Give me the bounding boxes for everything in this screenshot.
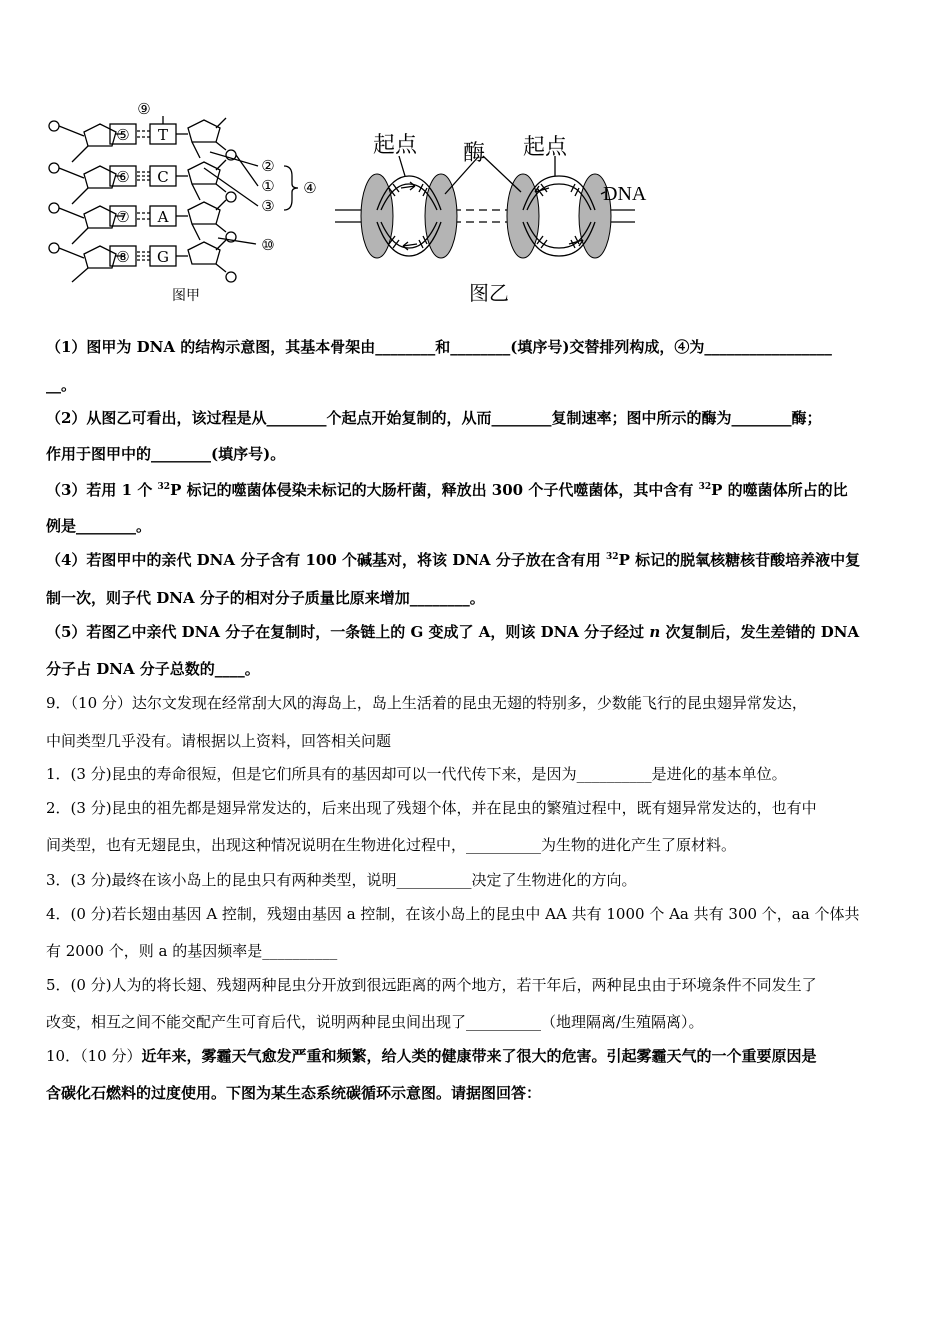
- label-dna: DNA: [603, 183, 647, 205]
- q8-part4-text-b: P 标记的脱氧核糖核苷酸培养液中复: [618, 551, 861, 569]
- circled-3-label: ③: [261, 197, 275, 215]
- q8-part1-line1: （1）图甲为 DNA 的结构示意图，其基本骨架由________和________(填序号)交替排列构成，④为_________________: [46, 338, 832, 356]
- q8-part5-line2: 分子占 DNA 分子总数的____。: [46, 660, 260, 678]
- q8-part5-text-a: （5）若图乙中亲代 DNA 分子在复制时，一条链上的 G 变成了 A，则该 DNA 分子经过: [46, 623, 650, 641]
- q9-intro-line1: 9．（10 分）达尔文发现在经常刮大风的海岛上，岛上生活着的昆虫无翅的特别多，少数能飞行的昆虫翅异常发达，: [46, 694, 807, 712]
- label-enzyme: 酶: [463, 141, 486, 166]
- base-c: C: [157, 168, 169, 186]
- base-t: T: [157, 126, 169, 144]
- q9-sub5-line2: 改变，相互之间不能交配产生可育后代，说明两种昆虫间出现了__________（地理隔离/生殖隔离）。: [46, 1013, 704, 1031]
- q9-sub5-line1: 5．(0 分)人为的将长翅、残翅两种昆虫分开放到很远距离的两个地方，若干年后，两种昆虫由于环境条件不同发生了: [46, 976, 817, 994]
- circled-7-label: ⑦: [116, 208, 130, 226]
- q9-sub4-line1: 4．(0 分)若长翅由基因 A 控制，残翅由基因 a 控制，在该小岛上的昆虫中 AA 共有 1000 个 Aa 共有 300 个，aa 个体共: [46, 905, 860, 923]
- figure-yi-dna-replication: [335, 126, 665, 310]
- label-origin-2: 起点: [523, 135, 568, 160]
- q8-part2-line2: 作用于图甲中的________(填序号)。: [46, 445, 286, 463]
- q8-part5-text-b: 次复制后，发生差错的 DNA: [660, 623, 860, 641]
- q8-part3-text-b: P 标记的噬菌体侵染未标记的大肠杆菌，释放出 300 个子代噬菌体，其中含有: [170, 481, 699, 499]
- q9-sub2-line2: 间类型，也有无翅昆虫，出现这种情况说明在生物进化过程中，__________为生物的进化产生了原材料。: [46, 836, 737, 854]
- q8-part5-n: n: [649, 623, 661, 641]
- q10-text-a: 近年来，雾霾天气愈发严重和频繁，给人类的健康带来了很大的危害。引起雾霾天气的一个重要原因是: [141, 1047, 817, 1065]
- q8-part3-text-c: P 的噬菌体所占的比: [711, 481, 848, 499]
- q8-part3-text-a: （3）若用 1 个: [46, 481, 158, 499]
- q9-sub4-line2: 有 2000 个，则 a 的基因频率是__________: [46, 942, 338, 960]
- q8-part3-line2: 例是________。: [46, 517, 152, 535]
- q8-part4-text-a: （4）若图甲中的亲代 DNA 分子含有 100 个碱基对，将该 DNA 分子放在含有用: [46, 551, 607, 569]
- circled-9-label: ⑨: [137, 100, 151, 118]
- q8-part3-line1: [46, 480, 848, 500]
- circled-6-label: ⑥: [116, 168, 130, 186]
- q9-sub1: 1．(3 分)昆虫的寿命很短，但是它们所具有的基因却可以一代代传下来，是因为__________是进化的基本单位。: [46, 765, 787, 783]
- label-origin-1: 起点: [373, 133, 418, 158]
- q8-part3-sup-a: 32: [157, 482, 171, 492]
- figure-jia-dna-structure: [40, 98, 330, 310]
- circled-5-label: ⑤: [116, 126, 130, 144]
- base-a: A: [157, 208, 169, 226]
- circled-2-label: ②: [261, 157, 275, 175]
- figure-jia-caption: 图甲: [172, 288, 200, 304]
- figure-yi-caption: 图乙: [469, 281, 509, 305]
- q8-part5-line1: [46, 622, 859, 642]
- q9-sub2-line1: 2．(3 分)昆虫的祖先都是翅异常发达的，后来出现了残翅个体，并在昆虫的繁殖过程中，既有翅异常发达的，也有中: [46, 799, 817, 817]
- q8-part4-sup: 32: [606, 552, 619, 562]
- circled-4-label: ④: [303, 179, 317, 197]
- q8-part4-line1: [46, 550, 860, 570]
- q8-part4-line2: 制一次，则子代 DNA 分子的相对分子质量比原来增加________。: [46, 589, 485, 607]
- circled-1-label: ①: [261, 177, 275, 195]
- q8-part2-line1: （2）从图乙可看出，该过程是从________个起点开始复制的，从而________复制速率；图中所示的酶为________酶；: [46, 409, 822, 427]
- q10-line1: [46, 1046, 816, 1066]
- q10-line2: 含碳化石燃料的过度使用。下图为某生态系统碳循环示意图。请据图回答：: [46, 1084, 542, 1102]
- q9-intro-line2: 中间类型几乎没有。请根据以上资料，回答相关问题: [46, 732, 392, 750]
- q10-number: 10．（10 分）: [46, 1047, 142, 1065]
- circled-10-label: ⑩: [261, 236, 275, 254]
- circled-8-label: ⑧: [116, 248, 130, 266]
- q9-sub3: 3．(3 分)最终在该小岛上的昆虫只有两种类型，说明__________决定了生物进化的方向。: [46, 871, 637, 889]
- q8-part1-line2: __。: [46, 376, 77, 394]
- base-g: G: [157, 248, 169, 266]
- q8-part3-sup-b: 32: [698, 482, 712, 492]
